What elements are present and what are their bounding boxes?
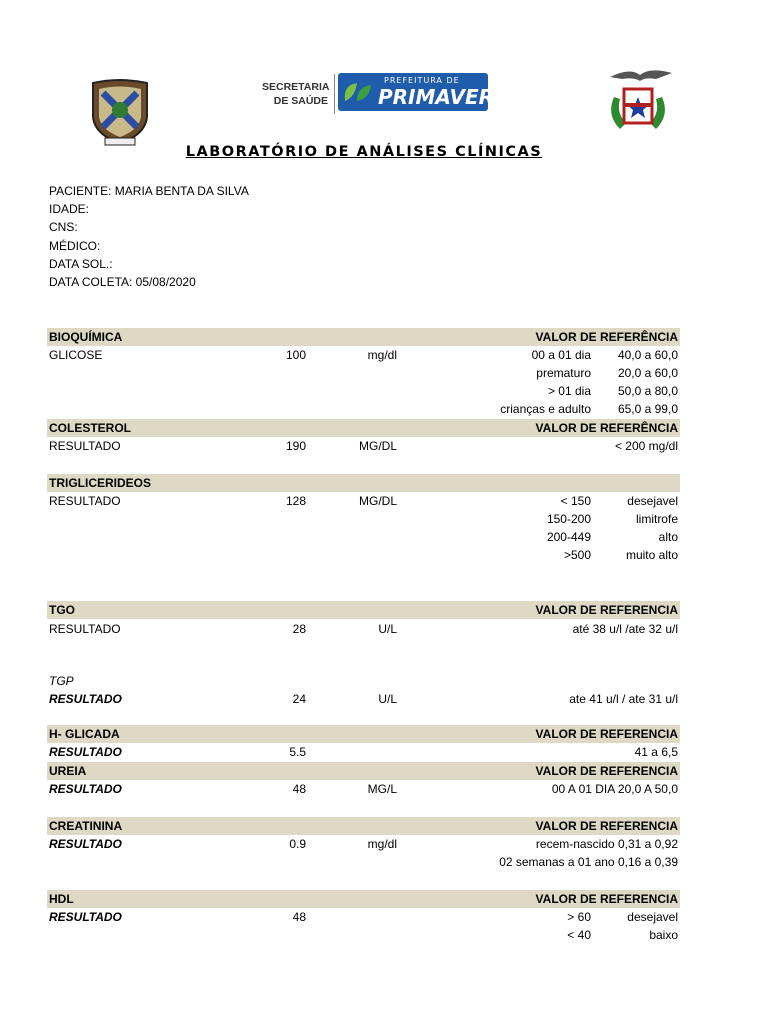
ref-range: 02 semanas a 01 ano 0,16 a 0,39	[499, 855, 678, 869]
ref-range: 00 A 01 DIA 20,0 A 50,0	[551, 782, 678, 796]
reference-header: VALOR DE REFERENCIA	[535, 892, 678, 906]
reference-header: VALOR DE REFERENCIA	[535, 727, 678, 741]
ref-label: crianças e adulto	[500, 402, 591, 416]
patient-doctor: MÉDICO:	[49, 238, 101, 253]
ref-row	[47, 528, 680, 546]
section-header-hglicada	[47, 725, 680, 743]
primavera-label: PRIMAVERA	[378, 85, 510, 109]
collection-date: DATA COLETA: 05/08/2020	[49, 275, 196, 290]
result-unit: mg/dl	[367, 348, 397, 362]
ref-label: prematuro	[536, 366, 591, 380]
ref-range: ate 41 u/l / ate 31 u/l	[569, 692, 678, 706]
result-row-creatinina	[47, 835, 680, 853]
ref-label: 200-449	[546, 530, 591, 544]
ref-range: desejavel	[627, 910, 678, 924]
ref-range: limitrofe	[635, 512, 678, 526]
result-value: 128	[285, 494, 306, 508]
patient-age: IDADE:	[49, 202, 90, 217]
result-unit: MG/DL	[358, 494, 397, 508]
result-value: 28	[292, 622, 306, 636]
result-value: 48	[292, 782, 306, 796]
section-header-colesterol	[47, 419, 680, 437]
result-row-glicose	[47, 346, 680, 364]
ref-label: < 40	[567, 928, 591, 942]
result-row-tgp	[47, 690, 680, 708]
result-row-tgo	[47, 620, 680, 638]
ref-label: > 01 dia	[547, 384, 591, 398]
result-row-triglicerideos	[47, 492, 680, 510]
ref-range: recem-nascido 0,31 a 0,92	[535, 837, 678, 851]
ref-range: desejavel	[627, 494, 678, 508]
ref-label: < 150	[560, 494, 591, 508]
exam-name: RESULTADO	[49, 745, 122, 759]
ref-row	[47, 364, 680, 382]
section-title: TGO	[49, 603, 75, 617]
ref-range: até 38 u/l /ate 32 u/l	[572, 622, 678, 636]
para-state-coat-of-arms-logo	[600, 67, 678, 139]
section-title: BIOQUÍMICA	[49, 330, 123, 344]
section-title: COLESTEROL	[49, 421, 132, 435]
exam-name: RESULTADO	[49, 837, 122, 851]
result-value: 0.9	[289, 837, 306, 851]
ref-range: 41 a 6,5	[634, 745, 678, 759]
section-header-triglicerideos	[47, 474, 680, 492]
section-title: TRIGLICERIDEOS	[49, 476, 152, 490]
section-title: UREIA	[49, 764, 87, 778]
result-row-colesterol	[47, 437, 680, 455]
section-title: HDL	[49, 892, 74, 906]
result-value: 48	[292, 910, 306, 924]
ref-row	[47, 853, 680, 871]
ref-row	[47, 510, 680, 528]
result-row-ureia	[47, 780, 680, 798]
page-title: LABORATÓRIO DE ANÁLISES CLÍNICAS	[185, 144, 543, 160]
reference-header: VALOR DE REFERÊNCIA	[535, 330, 678, 344]
section-header-hdl	[47, 890, 680, 908]
ref-row	[47, 400, 680, 418]
secretaria-line-2: DE SAÚDE	[273, 95, 328, 107]
ref-label: > 60	[567, 910, 591, 924]
ref-label: 00 a 01 dia	[531, 348, 591, 362]
result-unit: mg/dl	[367, 837, 397, 851]
military-police-crest-logo	[85, 77, 155, 147]
reference-header: VALOR DE REFERENCIA	[535, 819, 678, 833]
patient-info	[49, 182, 249, 291]
section-header-ureia	[47, 762, 680, 780]
result-row-hglicada	[47, 743, 680, 761]
section-title: CREATININA	[49, 819, 123, 833]
exam-name: RESULTADO	[49, 494, 121, 508]
section-header-tgp	[47, 672, 680, 690]
section-title: TGP	[49, 674, 74, 688]
ref-range: alto	[658, 530, 678, 544]
secretaria-saude-primavera-logo	[262, 70, 510, 116]
section-header-creatinina	[47, 817, 680, 835]
request-date: DATA SOL.:	[49, 256, 113, 271]
reference-header: VALOR DE REFERENCIA	[535, 764, 678, 778]
exam-name: RESULTADO	[49, 622, 121, 636]
ref-row	[47, 546, 680, 564]
exam-name: RESULTADO	[49, 439, 121, 453]
ref-label: >500	[563, 548, 591, 562]
ref-range: 65,0 a 99,0	[617, 402, 678, 416]
patient-cns: CNS:	[49, 220, 78, 235]
patient-name: PACIENTE: MARIA BENTA DA SILVA	[49, 184, 249, 198]
result-value: 190	[285, 439, 306, 453]
ref-label: 150-200	[546, 512, 591, 526]
reference-header: VALOR DE REFERENCIA	[535, 603, 678, 617]
result-row-hdl	[47, 908, 680, 926]
section-header-bioquimica	[47, 328, 680, 346]
result-unit: U/L	[378, 622, 397, 636]
ref-row	[47, 382, 680, 400]
result-unit: MG/DL	[358, 439, 397, 453]
section-title: H- GLICADA	[49, 727, 120, 741]
result-value: 5.5	[289, 745, 306, 759]
section-header-tgo	[47, 601, 680, 619]
ref-range: 40,0 a 60,0	[617, 348, 678, 362]
ref-range: 50,0 a 80,0	[617, 384, 678, 398]
result-value: 24	[292, 692, 306, 706]
ref-range: 20,0 a 60,0	[617, 366, 678, 380]
secretaria-line-1: SECRETARIA	[262, 81, 330, 93]
leaf-icon	[341, 79, 373, 105]
exam-name: RESULTADO	[49, 910, 122, 924]
ref-range: baixo	[649, 928, 678, 942]
ref-range: < 200 mg/dl	[614, 439, 678, 453]
result-unit: MG/L	[367, 782, 397, 796]
reference-header: VALOR DE REFERÊNCIA	[535, 421, 678, 435]
ref-range: muito alto	[625, 548, 678, 562]
exam-name: RESULTADO	[49, 692, 122, 706]
ref-row	[47, 926, 680, 944]
result-value: 100	[285, 348, 306, 362]
exam-name: GLICOSE	[49, 348, 103, 362]
exam-name: RESULTADO	[49, 782, 122, 796]
result-unit: U/L	[378, 692, 397, 706]
prefeitura-label: PREFEITURA DE	[384, 76, 460, 85]
